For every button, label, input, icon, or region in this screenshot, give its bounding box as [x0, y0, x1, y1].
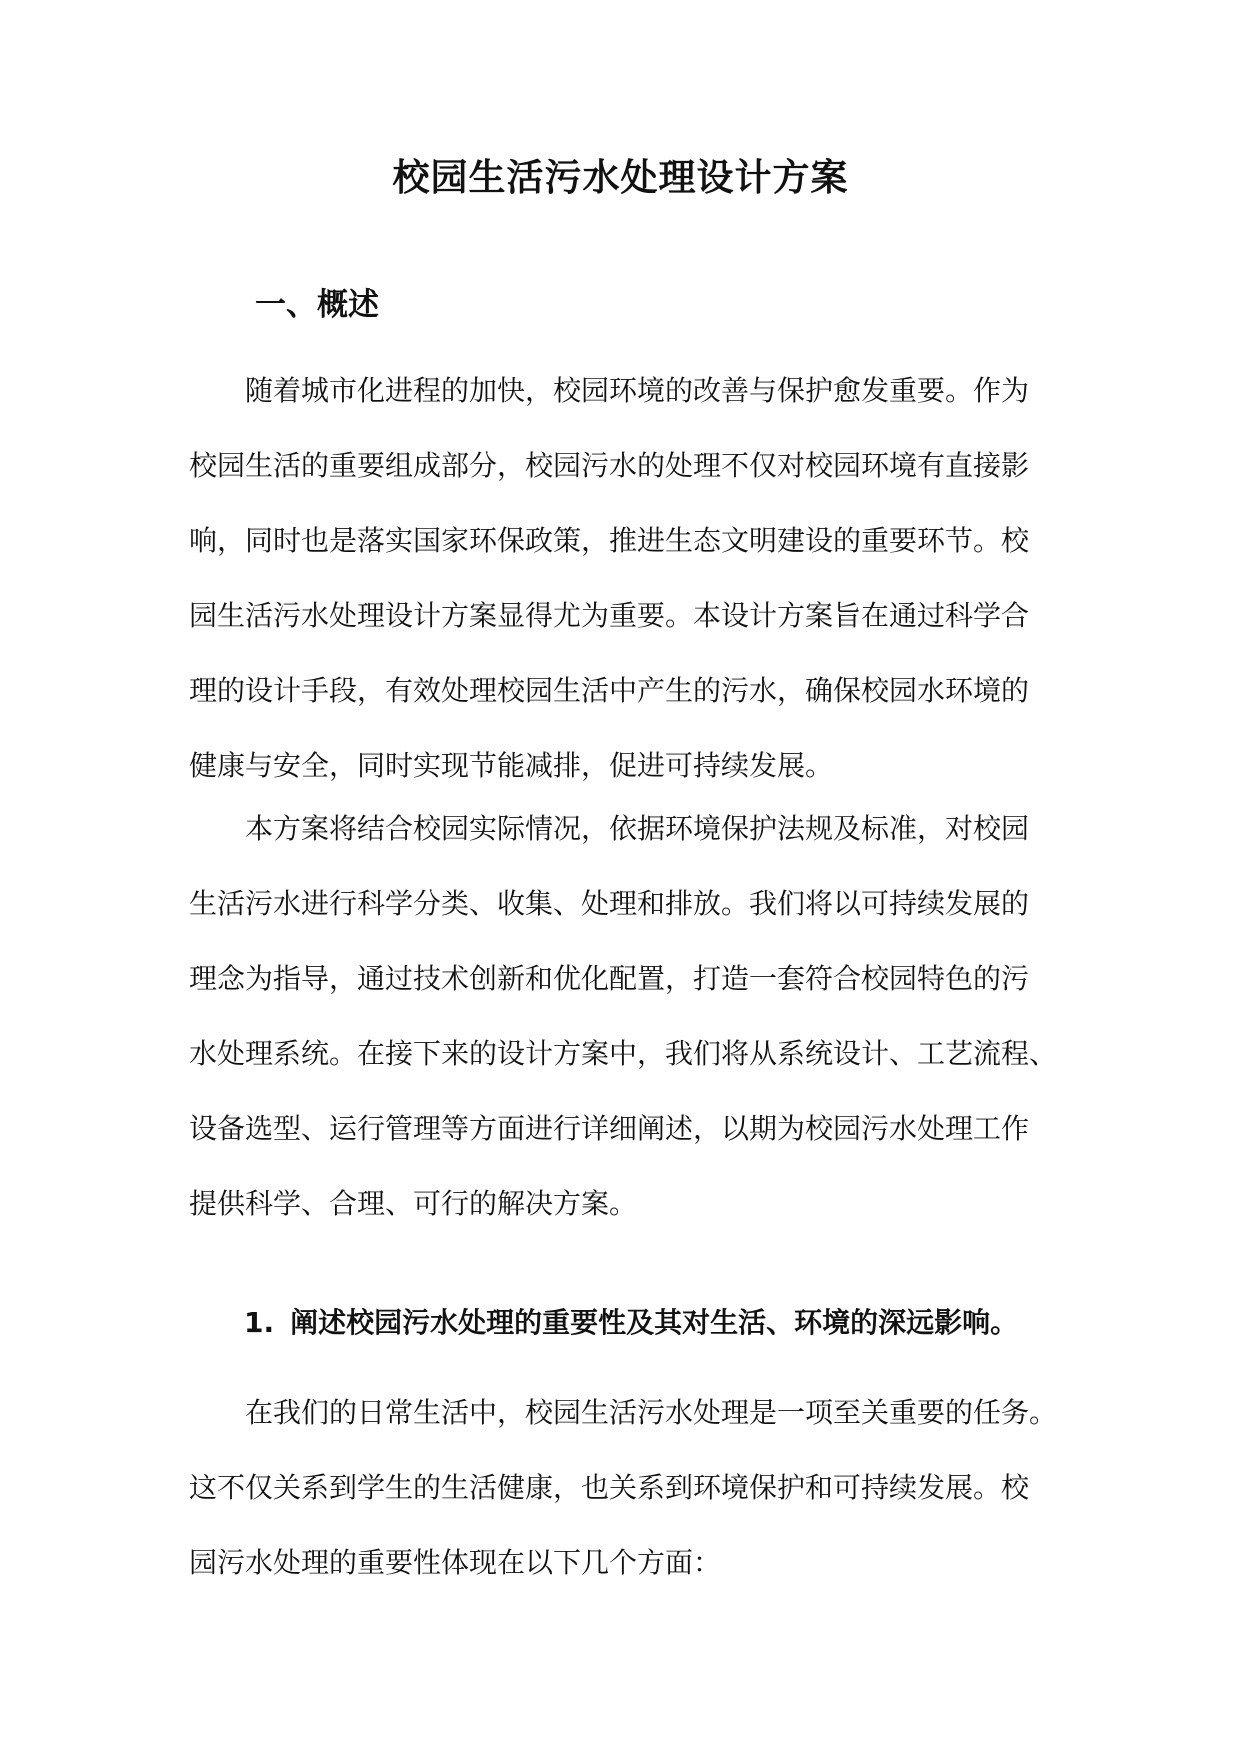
paragraph-line: 园污水处理的重要性体现在以下几个方面： — [189, 1546, 722, 1579]
paragraph-line: 这不仅关系到学生的生活健康，也关系到环境保护和可持续发展。校 — [189, 1471, 1030, 1504]
paragraph-line: 园生活污水处理设计方案显得尤为重要。本设计方案旨在通过科学合 — [189, 599, 1030, 632]
document-title: 校园生活污水处理设计方案 — [392, 156, 849, 199]
paragraph-line: 理念为指导，通过技术创新和优化配置，打造一套符合校园特色的污 — [189, 962, 1030, 995]
paragraph-line: 在我们的日常生活中，校园生活污水处理是一项至关重要的任务。 — [245, 1396, 1058, 1429]
paragraph-line: 设备选型、运行管理等方面进行详细阐述，以期为校园污水处理工作 — [189, 1112, 1030, 1145]
paragraph-line: 随着城市化进程的加快，校园环境的改善与保护愈发重要。作为 — [245, 374, 1030, 407]
paragraph-line: 校园生活的重要组成部分，校园污水的处理不仅对校园环境有直接影 — [189, 449, 1030, 482]
section-heading-overview: 一、概述 — [255, 287, 379, 323]
paragraph-line: 理的设计手段，有效处理校园生活中产生的污水，确保校园水环境的 — [189, 674, 1030, 707]
paragraph-line: 水处理系统。在接下来的设计方案中，我们将从系统设计、工艺流程、 — [189, 1037, 1058, 1070]
paragraph-overview-2 — [189, 791, 1058, 1241]
paragraph-overview-1 — [189, 353, 1051, 803]
paragraph-line: 本方案将结合校园实际情况，依据环境保护法规及标准，对校园 — [245, 812, 1030, 845]
subsection-heading-1 — [244, 1298, 1018, 1348]
paragraph-importance — [189, 1375, 1058, 1600]
paragraph-line: 提供科学、合理、可行的解决方案。 — [189, 1187, 638, 1220]
paragraph-line: 健康与安全，同时实现节能减排，促进可持续发展。 — [189, 749, 834, 782]
paragraph-line: 响，同时也是落实国家环保政策，推进生态文明建设的重要环节。校 — [189, 524, 1030, 557]
subsection-number: 1. — [244, 1306, 275, 1339]
paragraph-line: 生活污水进行科学分类、收集、处理和排放。我们将以可持续发展的 — [189, 887, 1030, 920]
subsection-heading-text: 阐述校园污水处理的重要性及其对生活、环境的深远影响。 — [290, 1306, 1019, 1339]
